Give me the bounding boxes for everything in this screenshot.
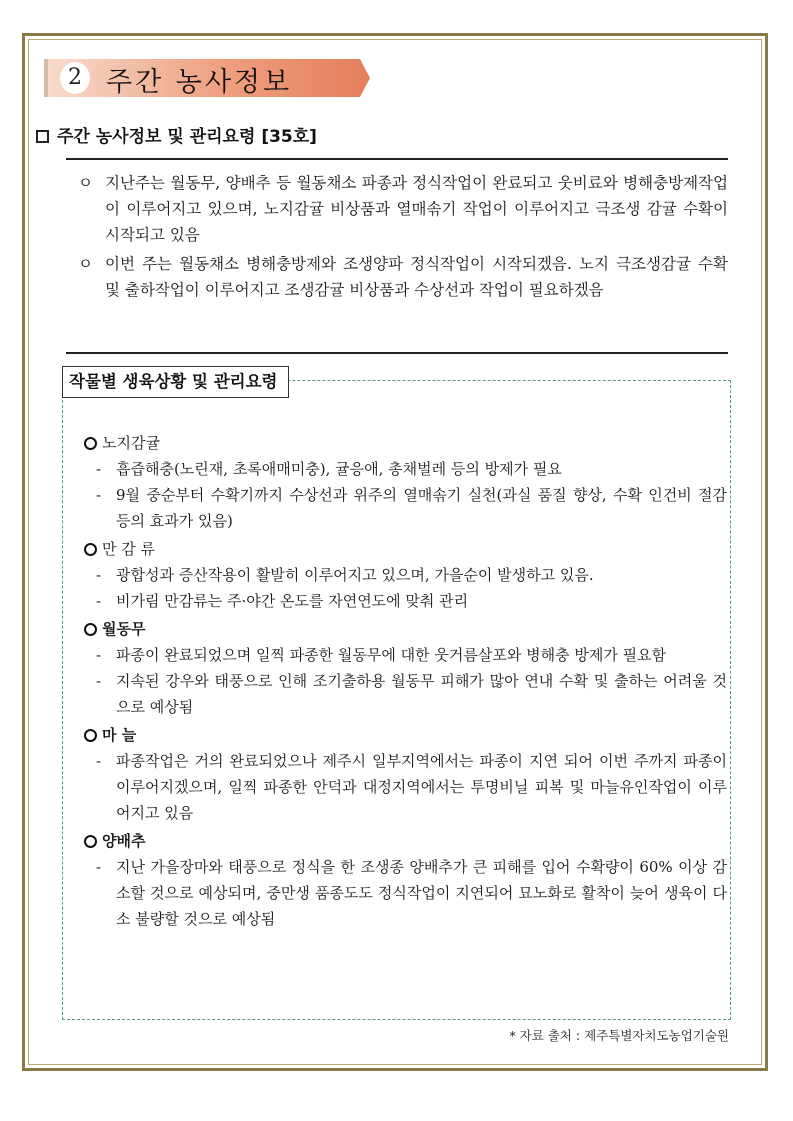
crop-line: - 지난 가을장마와 태풍으로 정식을 한 조생종 양배추가 큰 피해를 입어 수확량이 60% 이상 감소할 것으로 예상되며, 중만생 품종도도 정식작업이 지연되어 묘노화로 활착이 늦어 생육이 다소 불량할 것으로 예상됨	[96, 858, 727, 928]
circle-bullet-icon	[84, 543, 97, 556]
summary-text: 이번 주는 월동채소 병해충방제와 조생양파 정식작업이 시작되겠음. 노지 극조생감귤 수확 및 출하작업이 이루어지고 조생감귤 비상품과 수상선과 작업이 필요하겠음	[105, 255, 728, 299]
document-heading	[36, 122, 317, 147]
bullet-mark: ㅇ	[78, 174, 93, 192]
square-bullet-icon	[36, 130, 49, 143]
crop-heading-mandarin-hybrids: 만 감 류	[82, 536, 727, 562]
crop-line: - 광합성과 증산작용이 활발히 이루어지고 있으며, 가을순이 발생하고 있음.	[96, 566, 594, 584]
bottom-divider	[66, 352, 728, 354]
crop-box-title: 작물별 생육상황 및 관리요령	[62, 366, 289, 398]
summary-item	[66, 251, 728, 303]
circle-bullet-icon	[84, 437, 97, 450]
section-tab	[44, 53, 370, 103]
circle-bullet-icon	[84, 835, 97, 848]
crop-heading-citrus: 노지감귤	[82, 430, 727, 456]
circle-bullet-icon	[84, 623, 97, 636]
section-title: 주간 농사정보	[106, 67, 293, 98]
crop-heading-cabbage: 양배추	[82, 828, 727, 854]
document-heading-text: 주간 농사정보 및 관리요령 [35호]	[57, 127, 317, 147]
crop-line: - 비가림 만감류는 주·야간 온도를 자연연도에 맞춰 관리	[96, 592, 469, 610]
summary-item	[66, 170, 728, 248]
crop-line: - 9월 중순부터 수확기까지 수상선과 위주의 열매솎기 실천(과실 품질 향상, 수확 인건비 절감 등의 효과가 있음)	[96, 486, 727, 530]
summary-text: 지난주는 월동무, 양배추 등 월동채소 파종과 정식작업이 완료되고 웃비료와 병해충방제작업이 이루어지고 있으며, 노지감귤 비상품과 열매솎기 작업이 이루어지고 극조생 감귤 수확이 시작되고 있음	[105, 174, 728, 244]
source-note: * 자료 출처 : 제주특별자치도농업기술원	[509, 1028, 729, 1043]
crop-line: - 지속된 강우와 태풍으로 인해 조기출하용 월동무 피해가 많아 연내 수확 및 출하는 어려울 것으로 예상됨	[96, 672, 727, 716]
crop-content	[82, 428, 727, 932]
crop-heading-garlic: 마 늘	[82, 722, 727, 748]
bullet-mark: ㅇ	[78, 255, 93, 273]
section-number: 2	[60, 62, 90, 94]
circle-bullet-icon	[84, 729, 97, 742]
crop-line: - 파종작업은 거의 완료되었으나 제주시 일부지역에서는 파종이 지연 되어 이번 주까지 파종이 이루어지겠으며, 일찍 파종한 안덕과 대정지역에서는 투명비닐 피복 및 마늘유인작업이 이루어지고 있음	[96, 752, 727, 822]
top-divider	[66, 158, 728, 160]
weekly-summary	[66, 170, 728, 306]
crop-heading-winter-radish: 월동무	[82, 616, 727, 642]
crop-line: - 파종이 완료되었으며 일찍 파종한 월동무에 대한 웃거름살포와 병해충 방제가 필요함	[96, 646, 667, 664]
crop-line: - 흡즙해충(노린재, 초록애매미충), 귤응애, 총채벌레 등의 방제가 필요	[96, 460, 562, 478]
